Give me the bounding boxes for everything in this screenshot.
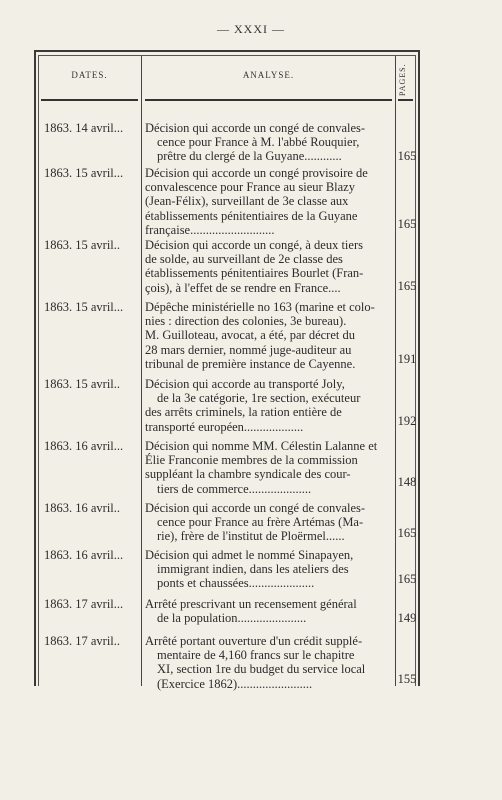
entry-analysis: [145, 166, 393, 237]
analysis-line: (Jean-Félix), surveillant de 3e classe aux: [145, 194, 349, 209]
entry-analysis: [145, 300, 393, 371]
entry-date: 1863. 16 avril..: [44, 501, 121, 515]
entry-page: 165: [397, 279, 417, 293]
entry-date: 1863. 15 avril..: [44, 377, 121, 391]
analysis-line: cence pour France au frère Artémas (Ma-: [157, 515, 364, 530]
analysis-line: transporté européen...................: [145, 419, 304, 434]
entry-analysis: [145, 377, 393, 434]
page-number: — XXXI —: [217, 22, 285, 36]
entry-page: 165: [397, 572, 417, 586]
analysis-line: rie), frère de l'institut de Ploërmel......: [157, 529, 345, 544]
analysis-line: tribunal de première instance de Cayenne.: [145, 356, 356, 371]
entry-page: 165: [397, 149, 417, 163]
entry-page: 165: [397, 217, 417, 231]
header-analyse: ANALYSE.: [242, 70, 295, 80]
entry-analysis: [145, 238, 393, 295]
header-pages: PAGES.: [398, 63, 407, 97]
analysis-line: de solde, au surveillant de 2e classe des: [145, 252, 343, 267]
analysis-line: tiers de commerce....................: [157, 481, 312, 496]
analysis-line: cence pour France à M. l'abbé Rouquier,: [157, 135, 360, 150]
analysis-line: établissements pénitentiaires de la Guyane: [145, 208, 358, 223]
analysis-line: Décision qui accorde un congé, à deux tiers: [145, 238, 363, 252]
entry-date: 1863. 17 avril...: [44, 597, 124, 611]
analysis-line: Décision qui admet le nommé Sinapayen,: [145, 548, 354, 562]
analysis-line: (Exercice 1862)........................: [157, 676, 313, 691]
analysis-line: de la 3e catégorie, 1re section, exécuteur: [157, 391, 361, 406]
analysis-line: Décision qui accorde un congé de convales-: [145, 501, 366, 515]
entry-page: 149: [397, 611, 417, 625]
analysis-line: XI, section 1re du budget du service local: [157, 662, 366, 677]
entry-analysis: [145, 121, 393, 164]
entry-date: 1863. 15 avril..: [44, 238, 121, 252]
entry-page: 191: [397, 352, 417, 366]
entry-analysis: [145, 634, 393, 691]
analysis-line: nies : direction des colonies, 3e bureau).: [145, 314, 347, 329]
analysis-line: M. Guilloteau, avocat, a été, par décret du: [145, 328, 355, 343]
analysis-line: de la population......................: [157, 611, 307, 626]
analysis-line: Décision qui nomme MM. Célestin Lalanne et: [145, 439, 378, 453]
entry-date: 1863. 16 avril...: [44, 439, 124, 453]
header-dates: DATES.: [71, 70, 108, 80]
entry-date: 1863. 15 avril...: [44, 166, 124, 180]
analysis-line: établissements pénitentiaires Bourlet (Fran-: [145, 266, 364, 281]
table-inner-left-rule: [38, 56, 39, 686]
column-divider-pages: [395, 56, 396, 686]
analysis-line: immigrant indien, dans les ateliers des: [157, 562, 349, 577]
entry-date: 1863. 17 avril..: [44, 634, 121, 648]
analysis-line: suppléant la chambre syndicale des cour-: [145, 467, 351, 482]
analysis-line: convalescence pour France au sieur Blazy: [145, 180, 355, 195]
entry-analysis: [145, 597, 393, 625]
entry-analysis: [145, 501, 393, 544]
entry-page: 192: [397, 414, 417, 428]
analysis-line: Décision qui accorde au transporté Joly,: [145, 377, 345, 391]
header-rule-dates: [41, 99, 138, 101]
entry-analysis: [145, 548, 393, 591]
analysis-line: mentaire de 4,160 francs sur le chapitre: [157, 648, 355, 663]
column-divider-dates: [141, 56, 142, 686]
analysis-line: Décision qui accorde un congé provisoire de: [145, 166, 368, 180]
header-rule-pages: [398, 99, 413, 101]
entry-page: 165: [397, 526, 417, 540]
analysis-line: Élie Franconie membres de la commission: [145, 453, 358, 468]
analysis-line: Arrêté prescrivant un recensement général: [145, 597, 357, 611]
analysis-line: çois), à l'effet de se rendre en France....: [145, 280, 341, 295]
analysis-line: Décision qui accorde un congé de convales-: [145, 121, 366, 135]
analysis-line: Dépêche ministérielle no 163 (marine et colo-: [145, 300, 375, 314]
analysis-line: 28 mars dernier, nommé juge-auditeur au: [145, 342, 352, 357]
entry-date: 1863. 14 avril...: [44, 121, 124, 135]
analysis-line: ponts et chaussées.....................: [157, 576, 315, 591]
analysis-line: Arrêté portant ouverture d'un crédit supplé-: [145, 634, 363, 648]
analysis-line: française...........................: [145, 222, 275, 237]
table-inner-top-rule: [38, 55, 416, 56]
entry-date: 1863. 15 avril...: [44, 300, 124, 314]
entry-date: 1863. 16 avril...: [44, 548, 124, 562]
header-rule-analyse: [145, 99, 392, 101]
analysis-line: prêtre du clergé de la Guyane............: [157, 149, 342, 164]
analysis-line: des arrêts criminels, la ration entière de: [145, 405, 342, 420]
entry-page: 148: [397, 475, 417, 489]
entry-page: 155: [397, 672, 417, 686]
entry-analysis: [145, 439, 393, 496]
